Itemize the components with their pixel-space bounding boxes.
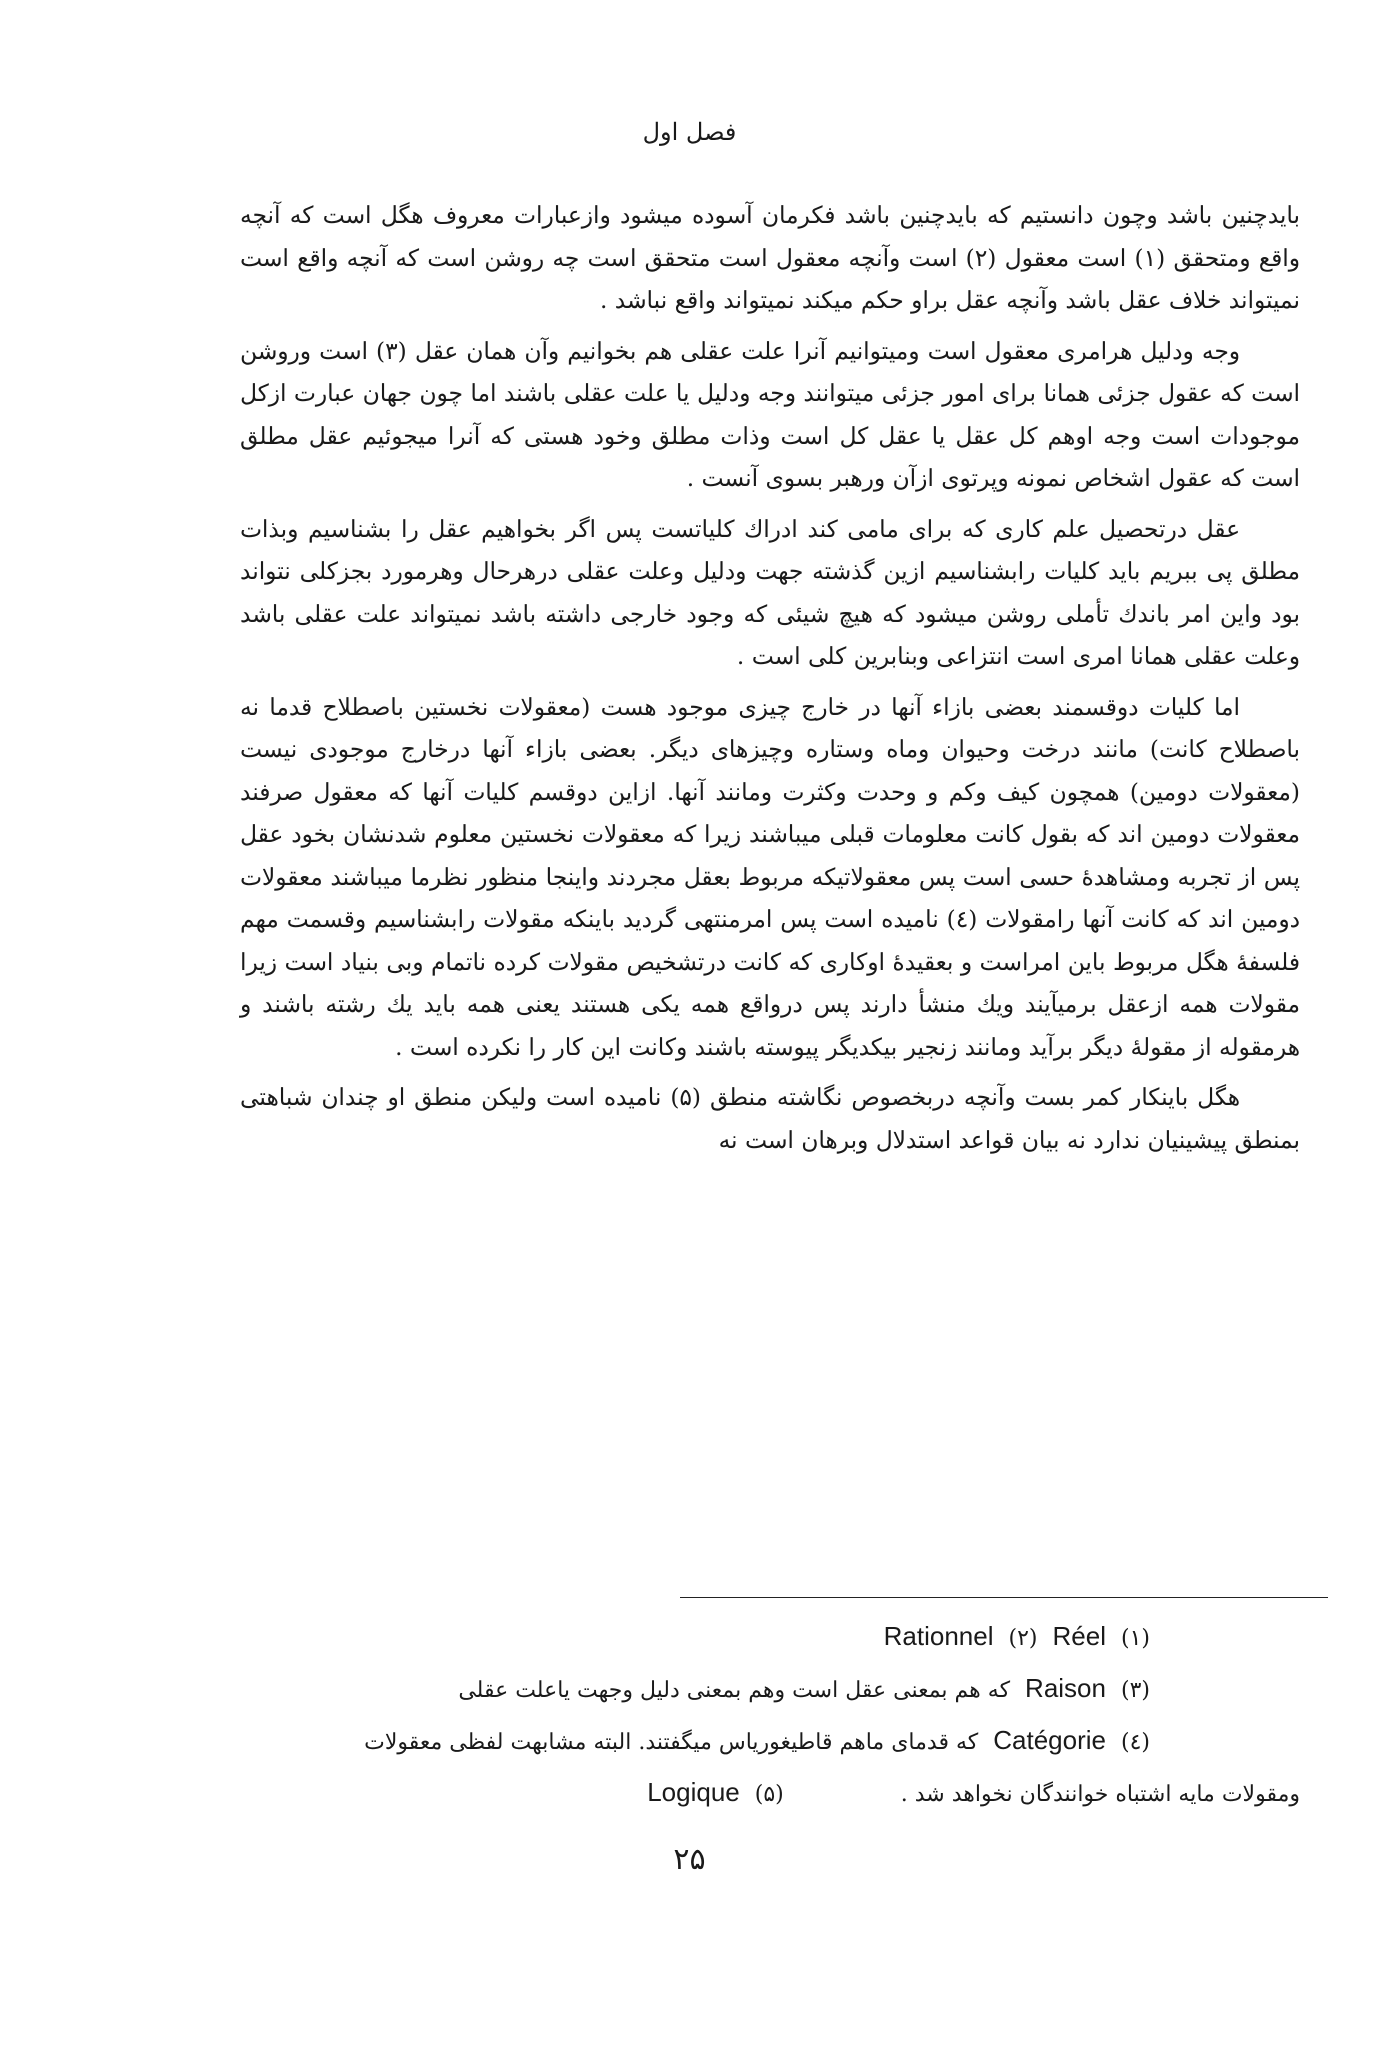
footnote-mark: (۲) — [1008, 1626, 1038, 1651]
footnote-4-continued-5 — [225, 1766, 1300, 1818]
footnote-term: Rationnel — [883, 1621, 994, 1651]
footnote-term: Réel — [1052, 1621, 1106, 1651]
footnote-term: Catégorie — [993, 1725, 1106, 1755]
footnote-gloss: که قدمای ماهم قاطیغوریاس میگفتند. البته مشابهت لفظی معقولات — [364, 1730, 979, 1755]
footnote-term: Raison — [1025, 1673, 1106, 1703]
footnote-divider — [680, 1597, 1328, 1598]
footnote-gloss: ومقولات مایه اشتباه خوانندگان نخواهد شد . — [900, 1782, 1300, 1807]
footnote-1-2 — [225, 1610, 1300, 1662]
footnote-mark: (۳) — [1120, 1678, 1150, 1703]
body-text — [240, 195, 1300, 1170]
paragraph-3: عقل درتحصیل علم کاری که برای مامی کند ادراك کلیاتست پس اگر بخواهیم عقل را بشناسیم وبذات مطلق پی ببریم باید کلیات رابشناسیم ازین گذشته جهت ودلیل وعلت عقلی درهرحال وهرمورد بجزکلی نتواند بود واین امر باندك تأملی روشن میشود که هیچ شیئی که وجود خارجی داشته باشد نمیتواند علت عقلی باشد وعلت عقلی همانا امری است انتزاعی وبنابرین کلی است . — [240, 515, 1300, 670]
paragraph-2: وجه ودلیل هرامری معقول است ومیتوانیم آنرا علت عقلی هم بخوانیم وآن همان عقل (۳) است وروشن است که عقول جزئی همانا برای امور جزئی میتوانند وجه ودلیل یا علت عقلی باشند اما چون جهان عبارت ازکل موجودات است وجه اوهم کل عقل یا عقل کل است وذات مطلق وخود هستی که آنرا میجوئیم عقل مطلق است که عقول اشخاص نمونه وپرتوی ازآن ورهبر بسوی آنست . — [240, 337, 1300, 492]
footnote-term: Logique — [647, 1777, 740, 1807]
footnote-4 — [225, 1714, 1300, 1766]
paragraph-1: بایدچنین باشد وچون دانستیم که بایدچنین باشد فکرمان آسوده میشود وازعبارات معروف هگل است که آنچه واقع ومتحقق (۱) است معقول (۲) است وآنچه معقول است متحقق است چه روشن است که آنچه واقع است نمیتواند خلاف عقل باشد وآنچه عقل براو حکم میکند نمیتواند واقع نباشد . — [240, 202, 1301, 314]
footnotes — [225, 1610, 1300, 1818]
page-number: ۲۵ — [673, 1842, 706, 1877]
footnote-mark: (۱) — [1120, 1626, 1150, 1651]
paragraph-5: هگل باینکار کمر بست وآنچه دربخصوص نگاشته منطق (۵) نامیده است ولیکن منطق او چندان شباهتی بمنطق پیشینیان ندارد نه بیان قواعد استدلال وبرهان است نه — [240, 1084, 1300, 1154]
chapter-title: فصل اول — [642, 118, 737, 146]
footnote-3 — [225, 1662, 1300, 1714]
footnote-gloss: که هم بمعنی عقل است وهم بمعنی دلیل وجهت یاعلت عقلی — [458, 1678, 1011, 1703]
footnote-mark: (٤) — [1120, 1730, 1150, 1755]
footnote-mark: (۵) — [754, 1782, 784, 1807]
paragraph-4: اما کلیات دوقسمند بعضی بازاء آنها در خارج چیزی موجود هست (معقولات نخستین باصطلاح قدما نه باصطلاح کانت) مانند درخت وحیوان وماه وستاره وچیزهای دیگر. بعضی بازاء آنها درخارج موجودی نیست (معقولات دومین) همچون کیف وکم و وحدت وکثرت ومانند آنها. ازاین دوقسم کلیات آنها که معقول صرفند معقولات دومین اند که بقول کانت معلومات قبلی میباشند زیرا که معقولات نخستین معلوم شدنشان بخود عقل پس از تجربه ومشاهدهٔ حسی است پس معقولاتیکه مربوط بعقل مجردند واینجا منظور نظرما میباشند معقولات دومین اند که کانت آنها رامقولات (٤) نامیده است پس امرمنتهی گردید باینکه مقولات رابشناسیم وقسمت مهم فلسفهٔ هگل مربوط باین امراست و بعقیدهٔ اوکاری که کانت درتشخیص مقولات کرده ناتمام وبی بنیاد است زیرا مقولات همه ازعقل برمیآیند ویك منشأ دارند پس درواقع همه یکی هستند یعنی همه باید یك رشته باشند و هرمقوله از مقولهٔ دیگر برآید ومانند زنجیر بیکدیگر پیوسته باشند وکانت این کار را نکرده است . — [240, 693, 1300, 1061]
